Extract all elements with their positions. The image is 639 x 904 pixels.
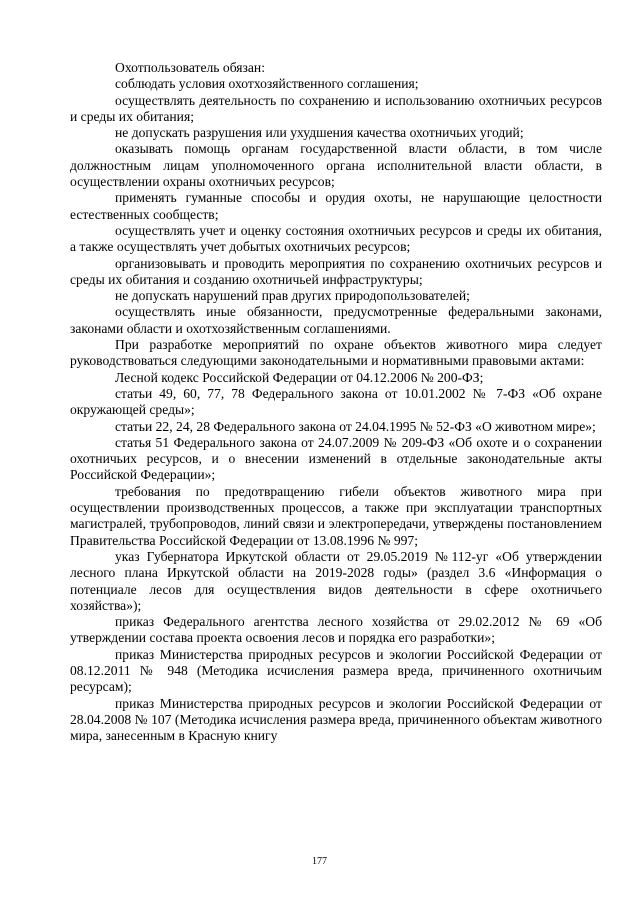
page-number: 177 bbox=[312, 856, 327, 867]
paragraph-3: осуществлять деятельность по сохранению и использованию охотничьих ресурсов и среды их обитания; bbox=[70, 92, 602, 124]
paragraph-12: Лесной кодекс Российской Федерации от 04.12.2006 № 200-ФЗ; bbox=[115, 369, 484, 385]
paragraph-11: При разработке мероприятий по охране объектов животного мира следует руководствоваться следующими законодательными и нормативными правовыми актами: bbox=[70, 337, 602, 369]
document-body bbox=[70, 60, 602, 744]
paragraph-7: осуществлять учет и оценку состояния охотничьих ресурсов и среды их обитания, а также осуществлять учет добытых охотничьих ресурсов; bbox=[70, 222, 602, 255]
paragraph-19: приказ Министерства природных ресурсов и экологии Российской Федерации от 08.12.2011 № 948 (Методика исчисления размера вреда, причиненного охотничьим ресурсам); bbox=[70, 646, 602, 695]
paragraph-6: применять гуманные способы и орудия охоты, не нарушающие целостности естественных сообществ; bbox=[70, 190, 602, 222]
paragraph-16: требования по предотвращению гибели объектов животного мира при осуществлении производственных процессов, а также при эксплуатации транспортных магистралей, трубопроводов, линий связи и электропередачи, утверждены постановлением Правительства Российской Федерации от 13.08.1996 № 997; bbox=[70, 483, 602, 548]
paragraph-5: оказывать помощь органам государственной власти области, в том числе должностным лицам уполномоченного органа исполнительной власти области, в осуществлении охраны охотничьих ресурсов; bbox=[70, 141, 602, 190]
paragraph-20: приказ Министерства природных ресурсов и экологии Российской Федерации от 28.04.2008 № 107 (Методика исчисления размера вреда, причиненного объектам животного мира, занесенным в Красную книгу bbox=[70, 695, 602, 744]
paragraph-8: организовывать и проводить мероприятия по сохранению охотничьих ресурсов и среды их обитания и созданию охотничьей инфраструктуры; bbox=[70, 255, 602, 287]
paragraph-15: статья 51 Федерального закона от 24.07.2009 № 209-ФЗ «Об охоте и о сохранении охотничьих ресурсов, и о внесении изменений в отдельные законодательные акты Российской Федерации»; bbox=[70, 434, 602, 483]
paragraph-9: не допускать нарушений прав других природопользователей; bbox=[115, 288, 470, 304]
paragraph-13: статьи 49, 60, 77, 78 Федерального закона от 10.01.2002 № 7-ФЗ «Об охране окружающей среды»; bbox=[70, 385, 602, 418]
paragraph-18: приказ Федерального агентства лесного хозяйства от 29.02.2012 № 69 «Об утверждении состава проекта освоения лесов и порядка его разработки»; bbox=[70, 614, 602, 646]
paragraph-2: соблюдать условия охотхозяйственного соглашения; bbox=[115, 76, 419, 92]
paragraph-1: Охотпользователь обязан: bbox=[115, 60, 265, 75]
paragraph-4: не допускать разрушения или ухудшения качества охотничьих угодий; bbox=[115, 125, 524, 141]
paragraph-14: статьи 22, 24, 28 Федерального закона от 24.04.1995 № 52-ФЗ «О животном мире»; bbox=[115, 418, 596, 434]
paragraph-10: осуществлять иные обязанности, предусмотренные федеральными законами, законами области и охотхозяйственным соглашениями. bbox=[70, 304, 602, 336]
paragraph-17: указ Губернатора Иркутской области от 29.05.2019 №112-уг «Об утверждении лесного плана Иркутской области на 2019-2028 годы» (раздел 3.6 «Информация о потенциале лесов для осуществления видов деятельности в сфере охотничьего хозяйства»); bbox=[70, 548, 602, 613]
